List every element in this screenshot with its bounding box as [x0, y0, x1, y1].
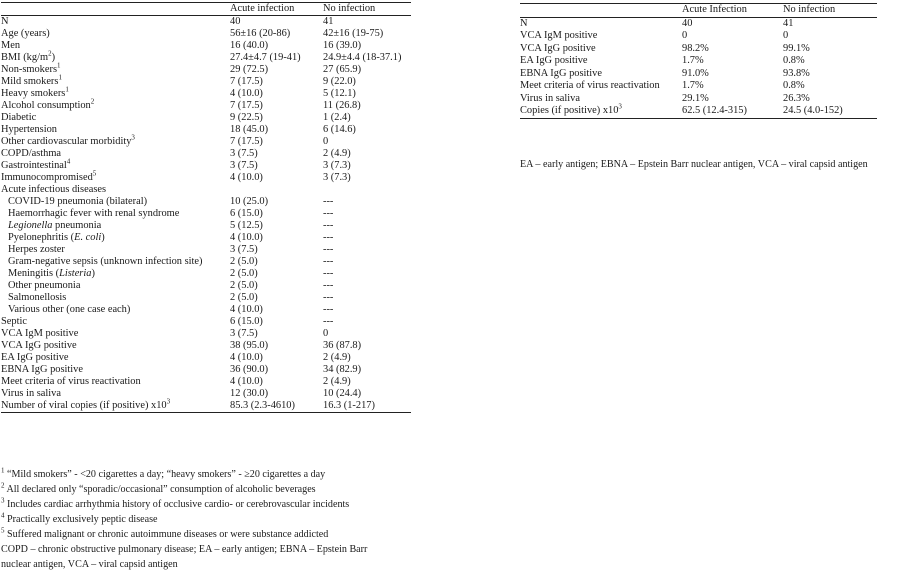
label-text: Heavy smokers [1, 88, 66, 99]
acute-value: 27.4±4.7 (19-41) [230, 52, 301, 63]
no-infection-value: --- [323, 292, 334, 303]
acute-value: 6 (15.0) [230, 208, 263, 219]
footnote-marker: 2 [1, 481, 5, 490]
footnote-marker: 3 [1, 496, 5, 505]
no-infection-value: 5 (12.1) [323, 88, 356, 99]
acute-value: 16 (40.0) [230, 40, 269, 51]
row-label [1, 169, 230, 184]
acute-value: 12 (30.0) [230, 388, 269, 399]
table-row [520, 80, 877, 93]
no-infection-value: --- [323, 316, 334, 327]
acute-value: 40 [230, 16, 241, 27]
label-text: Copies (if positive) x10 [520, 105, 619, 116]
label-text: pneumonia [52, 220, 102, 231]
no-infection-value: 2 (4.9) [323, 352, 351, 363]
footnote-ref: 2 [90, 97, 95, 106]
no-infection-value: 34 (82.9) [323, 364, 362, 375]
footnote-ref: 1 [58, 73, 62, 82]
table-row [1, 364, 411, 376]
no-infection-value: 24.5 (4.0-152) [783, 105, 877, 118]
no-infection-value: 36 (87.8) [323, 340, 362, 351]
no-infection-value: --- [323, 208, 334, 219]
row-label [1, 397, 230, 413]
acute-value: 85.3 (2.3-4610) [230, 400, 323, 413]
acute-value: 36 (90.0) [230, 364, 269, 375]
label-italic: Legionella [8, 220, 53, 231]
no-infection-value: 0.8% [783, 55, 805, 66]
table-row [1, 40, 411, 52]
table-row [1, 244, 411, 256]
label-text: Mild smokers [1, 76, 59, 87]
row-label: Gram-negative sepsis (unknown infection site) [8, 256, 203, 267]
acute-value: 29.1% [682, 92, 709, 104]
acute-value: 98.2% [682, 42, 709, 54]
table-row [520, 105, 877, 118]
footnote-ref: 1 [65, 85, 69, 94]
row-label: N [1, 16, 9, 27]
header-cell [1, 3, 230, 16]
acute-value: 1.7% [682, 55, 704, 66]
label-text: BMI (kg/m [1, 52, 49, 63]
footnote-ref: 3 [131, 133, 135, 142]
label-text-end: ) [51, 52, 56, 63]
table-row [1, 100, 411, 112]
row-label [1, 97, 230, 112]
no-infection-value: 0 [783, 30, 789, 41]
table-row [1, 16, 411, 29]
no-infection-value: 3 (7.3) [323, 172, 351, 183]
no-infection-value: 24.9±4.4 (18-37.1) [323, 52, 402, 63]
footnote-3 [1, 497, 413, 512]
row-label [520, 102, 682, 118]
row-label [1, 232, 230, 244]
row-label: Virus in saliva [1, 388, 61, 399]
no-infection-value: --- [323, 304, 334, 315]
footnote-ref: 5 [92, 169, 97, 178]
no-infection-value: 27 (65.9) [323, 64, 362, 75]
table-row [1, 76, 411, 88]
label-sup: 3 [618, 102, 622, 111]
no-infection-value: 2 (4.9) [323, 376, 351, 387]
acute-value: 7 (17.5) [230, 136, 263, 147]
acute-value: 29 (72.5) [230, 64, 269, 75]
acute-value: 7 (17.5) [230, 100, 263, 111]
no-infection-value: 11 (26.8) [323, 100, 361, 111]
no-infection-value: --- [323, 256, 334, 267]
table-1-header-row [1, 3, 411, 16]
acute-value: 4 (10.0) [230, 172, 263, 183]
no-infection-value: 0 [323, 328, 329, 339]
label-text: Alcohol consumption [1, 100, 91, 111]
footnote-2 [1, 482, 413, 497]
no-infection-value [323, 184, 411, 196]
row-label: Herpes zoster [8, 244, 65, 255]
table-2 [520, 3, 877, 119]
acute-value: 3 (7.5) [230, 148, 258, 159]
row-label: Various other (one case each) [8, 304, 131, 315]
no-infection-value: 41 [783, 17, 794, 29]
no-infection-value: --- [323, 220, 334, 231]
label-italic: E. coli [74, 232, 102, 243]
acute-value: 2 (5.0) [230, 256, 258, 267]
acute-value: 9 (22.5) [230, 112, 263, 123]
header-cell [520, 4, 682, 18]
row-label: VCA IgM positive [520, 30, 598, 41]
acute-value: 6 (15.0) [230, 316, 263, 327]
footnote-marker: 5 [1, 526, 5, 535]
table-1-footnotes [1, 467, 413, 572]
acute-value: 3 (7.5) [230, 244, 258, 255]
footnote-text: All declared only “sporadic/occasional” consumption of alcoholic beverages [4, 484, 316, 495]
no-infection-value: 0 [323, 136, 329, 147]
acute-value: 4 (10.0) [230, 376, 263, 387]
row-label: Diabetic [1, 112, 37, 123]
table-row [1, 292, 411, 304]
footnote-marker: 1 [1, 466, 5, 475]
no-infection-value: 93.8% [783, 67, 810, 79]
table-row [1, 388, 411, 400]
abbreviations-line-1: COPD – chronic obstructive pulmonary disease; EA – early antigen; EBNA – Epstein Barr [1, 544, 368, 555]
label-italic: Listeria [59, 268, 92, 279]
row-label: Virus in saliva [520, 92, 580, 104]
label-text: Meningitis ( [8, 268, 60, 279]
row-label [1, 61, 230, 76]
row-label: COPD/asthma [1, 148, 62, 159]
table-2-footnotes [520, 157, 912, 172]
table-row [1, 280, 411, 292]
label-sup: 3 [166, 397, 171, 406]
row-label: Salmonellosis [8, 292, 67, 303]
row-label: VCA IgM positive [1, 328, 79, 339]
table-row [1, 196, 411, 208]
table-row [520, 55, 877, 68]
label-sup: 2 [48, 49, 52, 58]
row-label [1, 49, 230, 64]
acute-value: 91.0% [682, 67, 709, 79]
no-infection-value: 16.3 (1-217) [323, 400, 411, 413]
table-row [1, 328, 411, 340]
no-infection-value: 0.8% [783, 80, 805, 91]
row-label: Age (years) [1, 28, 50, 39]
label-text: Non-smokers [1, 64, 57, 75]
table-row [1, 88, 411, 100]
row-label: Haemorrhagic fever with renal syndrome [8, 208, 180, 219]
row-label: Septic [1, 316, 27, 327]
table-row [1, 160, 411, 172]
header-no-infection: No infection [783, 4, 877, 18]
acute-value: 2 (5.0) [230, 280, 258, 291]
footnote-ref: 1 [57, 61, 61, 70]
label-text-end: ) [91, 268, 95, 279]
table-row [1, 220, 411, 232]
table-row [1, 124, 411, 136]
table-1 [1, 2, 411, 413]
table-row [1, 304, 411, 316]
acute-value: 0 [682, 30, 688, 41]
row-label: EA IgG positive [520, 55, 588, 66]
row-label: Hypertension [1, 124, 57, 135]
no-infection-value: 41 [323, 16, 334, 27]
footnote-5 [1, 527, 413, 542]
no-infection-value: --- [323, 232, 334, 243]
table-row [1, 64, 411, 76]
footnote-ref: 4 [66, 157, 71, 166]
no-infection-value: 9 (22.0) [323, 76, 356, 87]
footnote-text: “Mild smokers” - <20 cigarettes a day; “heavy smokers” - ≥20 cigarettes a day [4, 469, 326, 480]
acute-value: 10 (25.0) [230, 196, 269, 207]
header-no-infection: No infection [323, 3, 411, 16]
abbreviations: EA – early antigen; EBNA – Epstein Barr nuclear antigen, VCA – viral capsid antigen [520, 159, 868, 170]
footnote-text: Includes cardiac arrhythmia history of occlusive cardio- or cerebrovascular incidents [4, 499, 350, 510]
acute-value: 4 (10.0) [230, 88, 263, 99]
label-text: Other cardiovascular morbidity [1, 136, 132, 147]
label-text: Gastrointestinal [1, 160, 67, 171]
no-infection-value: 26.3% [783, 92, 810, 104]
no-infection-value: 10 (24.4) [323, 388, 362, 399]
footnote-4 [1, 512, 413, 527]
no-infection-value: 3 (7.3) [323, 160, 351, 171]
acute-value: 62.5 (12.4-315) [682, 105, 783, 118]
no-infection-value: --- [323, 244, 334, 255]
no-infection-value: --- [323, 280, 334, 291]
table-row [1, 352, 411, 364]
acute-value: 3 (7.5) [230, 328, 258, 339]
no-infection-value: 2 (4.9) [323, 148, 351, 159]
no-infection-value: 1 (2.4) [323, 112, 351, 123]
abbreviations-line-2: nuclear antigen, VCA – viral capsid antigen [1, 559, 178, 570]
footnote-text: Suffered malignant or chronic autoimmune diseases or were substance addicted [4, 529, 329, 540]
row-label: EA IgG positive [1, 352, 69, 363]
no-infection-value: 42±16 (19-75) [323, 28, 384, 39]
acute-value: 38 (95.0) [230, 340, 269, 351]
table-2-header-row [520, 4, 877, 18]
table-1-grid [1, 2, 411, 413]
acute-value: 2 (5.0) [230, 292, 258, 303]
row-label: VCA IgG positive [1, 340, 77, 351]
header-acute-infection: Acute infection [230, 3, 323, 16]
no-infection-value: 16 (39.0) [323, 40, 362, 51]
row-label: COVID-19 pneumonia (bilateral) [8, 196, 148, 207]
header-acute-infection: Acute Infection [682, 4, 783, 18]
acute-value: 7 (17.5) [230, 76, 263, 87]
row-label: Meet criteria of virus reactivation [1, 376, 141, 387]
no-infection-value: 6 (14.6) [323, 124, 356, 135]
table-row [520, 68, 877, 81]
table-row [1, 172, 411, 184]
table-row [1, 400, 411, 413]
row-label [1, 85, 230, 100]
acute-value: 4 (10.0) [230, 232, 263, 243]
footnote-text: Practically exclusively peptic disease [4, 514, 158, 525]
row-label: Acute infectious diseases [1, 184, 107, 195]
footnote-1 [1, 467, 413, 482]
acute-value: 56±16 (20-86) [230, 28, 291, 39]
row-label [1, 73, 230, 88]
table-row [1, 268, 411, 280]
row-label: EBNA IgG positive [520, 67, 602, 79]
table-2-grid [520, 3, 877, 119]
label-text: Pyelonephritis ( [8, 232, 75, 243]
no-infection-value: --- [323, 196, 334, 207]
table-row [1, 184, 411, 196]
table-row [520, 93, 877, 106]
label-text: Immunocompromised [1, 172, 93, 183]
acute-value: 40 [682, 17, 693, 29]
table-row [520, 43, 877, 56]
acute-value: 4 (10.0) [230, 304, 263, 315]
table-row [1, 340, 411, 352]
label-text: Number of viral copies (if positive) x10 [1, 400, 167, 411]
row-label [1, 157, 230, 172]
row-label [1, 220, 230, 232]
footnote-marker: 4 [1, 511, 5, 520]
row-label: VCA IgG positive [520, 42, 596, 54]
row-label: N [520, 17, 528, 29]
acute-value: 18 (45.0) [230, 124, 269, 135]
row-label: Men [1, 40, 21, 51]
table-row [1, 148, 411, 160]
no-infection-value: --- [323, 268, 334, 279]
acute-value: 1.7% [682, 80, 704, 91]
row-label [1, 133, 230, 148]
row-label: Other pneumonia [8, 280, 81, 291]
table-row [1, 112, 411, 124]
acute-value: 5 (12.5) [230, 220, 263, 231]
acute-value [230, 184, 323, 196]
acute-value: 3 (7.5) [230, 160, 258, 171]
table-row [1, 256, 411, 268]
acute-value: 2 (5.0) [230, 268, 258, 279]
row-label: EBNA IgG positive [1, 364, 83, 375]
table-row [1, 232, 411, 244]
table-row [1, 316, 411, 328]
no-infection-value: 99.1% [783, 42, 810, 54]
label-text-end: ) [101, 232, 105, 243]
table-row [1, 376, 411, 388]
table-row [520, 30, 877, 43]
table-row [1, 52, 411, 64]
table-row [1, 208, 411, 220]
table-row [1, 136, 411, 148]
table-row [520, 17, 877, 30]
row-label: Meet criteria of virus reactivation [520, 80, 660, 91]
table-row [1, 28, 411, 40]
acute-value: 4 (10.0) [230, 352, 263, 363]
row-label [1, 268, 230, 280]
